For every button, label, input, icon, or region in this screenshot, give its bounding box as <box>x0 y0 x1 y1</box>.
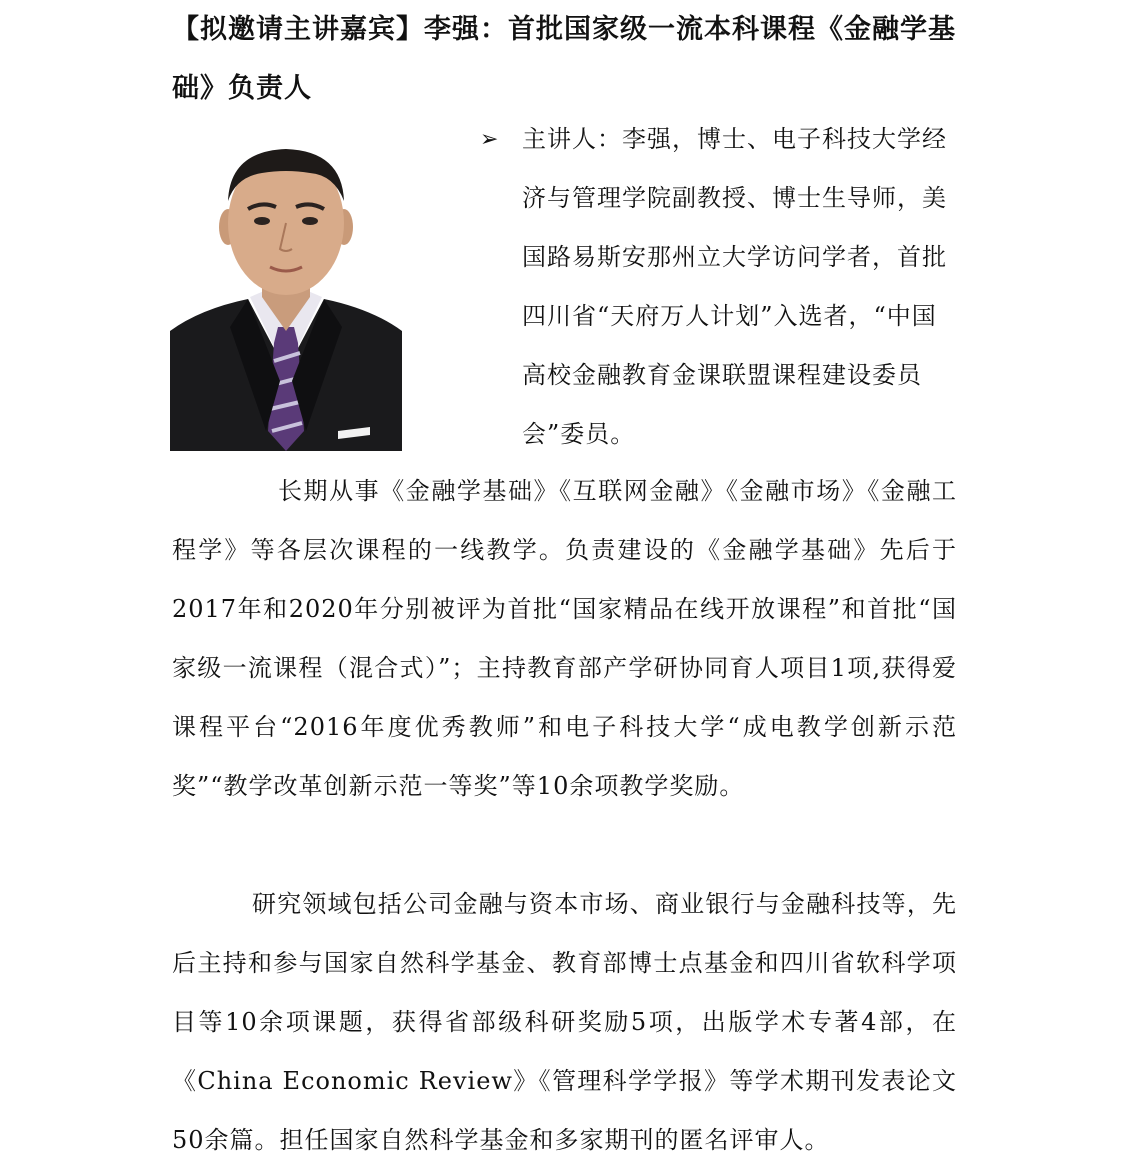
research-paragraph: 研究领域包括公司金融与资本市场、商业银行与金融科技等，先后主持和参与国家自然科学基金、教育部博士点基金和四川省软科学项目等10余项课题，获得省部级科研奖励5项，出版学术专著4部，在《China Economic Review》《管理科学学报》等学术期刊发表论文50余篇。担任国家自然科学基金和多家期刊的匿名评审人。 <box>172 890 957 1154</box>
speaker-bio <box>480 110 960 464</box>
arrow-bullet-icon: ➢ <box>480 127 500 152</box>
speaker-portrait <box>170 131 402 451</box>
speaker-bio-text: 主讲人：李强，博士、电子科技大学经济与管理学院副教授、博士生导师，美国路易斯安那州立大学访问学者，首批四川省“天府万人计划”入选者，“中国高校金融教育金课联盟课程建设委员会”委员。 <box>522 125 947 448</box>
teaching-paragraph: 长期从事《金融学基础》《互联网金融》《金融市场》《金融工程学》等各层次课程的一线教学。负责建设的《金融学基础》先后于2017年和2020年分别被评为首批“国家精品在线开放课程”和首批“国家级一流课程（混合式）”；主持教育部产学研协同育人项目1项,获得爱课程平台“2016年度优秀教师”和电子科技大学“成电教学创新示范奖”“教学改革创新示范一等奖”等10余项教学奖励。 <box>172 477 957 800</box>
document-title: 【拟邀请主讲嘉宾】李强：首批国家级一流本科课程《金融学基础》负责人 <box>172 14 956 104</box>
